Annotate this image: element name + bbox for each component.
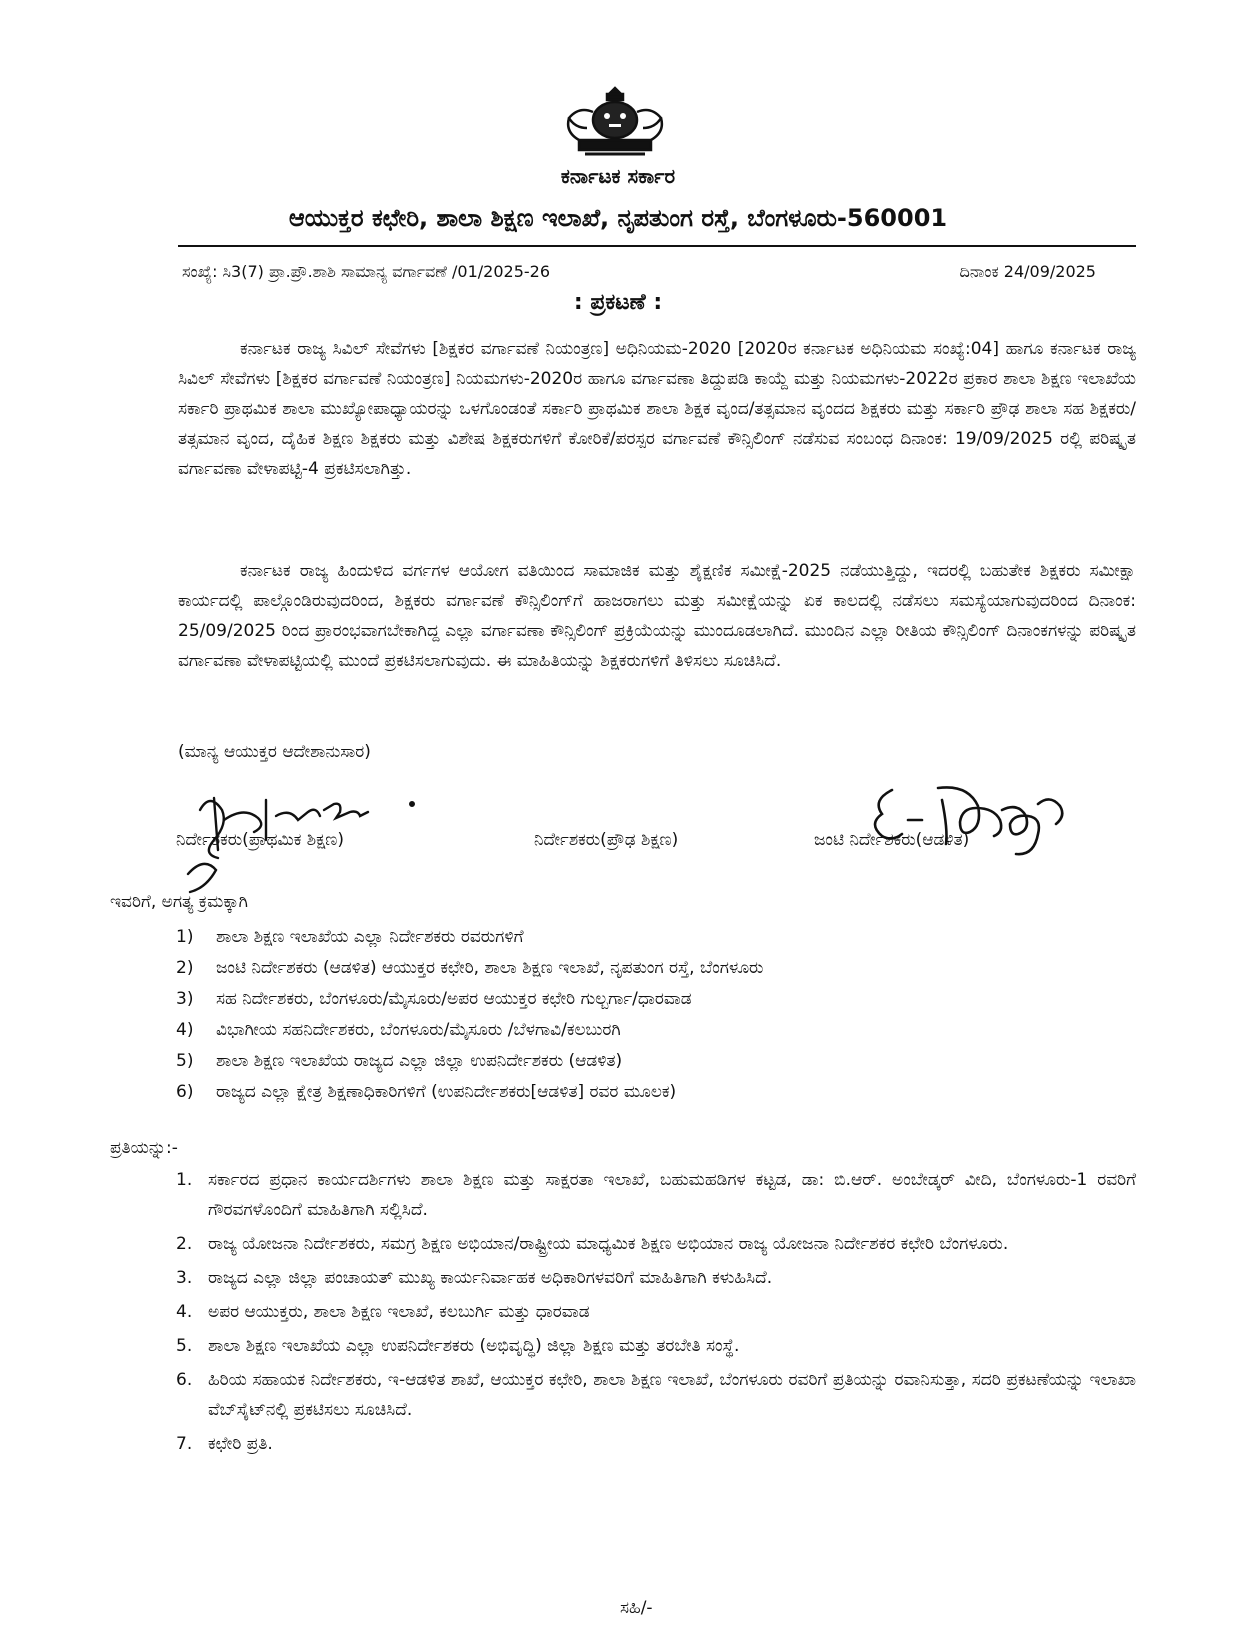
list-item: 6. ಹಿರಿಯ ಸಹಾಯಕ ನಿರ್ದೇಶಕರು, ಇ-ಆಡಳಿತ ಶಾಖೆ, ಆಯುಕ್ತರ ಕಛೇರಿ, ಶಾಲಾ ಶಿಕ್ಷಣ ಇಲಾಖೆ, ಬೆಂಗಳೂರು ರವರಿಗೆ ಪ್ರತಿಯನ್ನು ರವಾನಿಸುತ್ತಾ, ಸದರಿ ಪ್ರಕಟಣೆಯನ್ನು ಇಲಾಖಾ ವೆಬ್‌ಸೈಟ್‌ನಲ್ಲಿ ಪ್ರಕಟಿಸಲು ಸೂಚಿಸಿದೆ.	[176, 1370, 1136, 1420]
list-item: 3. ರಾಜ್ಯದ ಎಲ್ಲಾ ಜಿಲ್ಲಾ ಪಂಚಾಯತ್ ಮುಖ್ಯ ಕಾರ್ಯನಿರ್ವಾಹಕ ಅಧಿಕಾರಿಗಳವರಿಗೆ ಮಾಹಿತಿಗಾಗಿ ಕಳುಹಿಸಿದೆ.	[176, 1268, 773, 1288]
list-item: 1) ಶಾಲಾ ಶಿಕ್ಷಣ ಇಲಾಖೆಯ ಎಲ್ಲಾ ನಿರ್ದೇಶಕರು ರವರುಗಳಿಗೆ	[176, 927, 524, 947]
joint-director-label: ಜಂಟಿ ನಿರ್ದೇಶಕರು(ಆಡಳಿತ)	[814, 830, 970, 850]
body-paragraph-2: ಕರ್ನಾಟಕ ರಾಜ್ಯ ಹಿಂದುಳಿದ ವರ್ಗಗಳ ಆಯೋಗ ವತಿಯಿಂದ ಸಾಮಾಜಿಕ ಮತ್ತು ಶೈಕ್ಷಣಿಕ ಸಮೀಕ್ಷೆ-2025 ನಡೆಯುತ್ತಿದ್ದು, ಇದರಲ್ಲಿ ಬಹುತೇಕ ಶಿಕ್ಷಕರು ಸಮೀಕ್ಷಾ ಕಾರ್ಯದಲ್ಲಿ ಪಾಲ್ಗೊಂಡಿರುವುದರಿಂದ, ಶಿಕ್ಷಕರು ವರ್ಗಾವಣೆ ಕೌನ್ಸಿಲಿಂಗ್‌ಗೆ ಹಾಜರಾಗಲು ಮತ್ತು ಸಮೀಕ್ಷೆಯನ್ನು ಏಕ ಕಾಲದಲ್ಲಿ ನಡೆಸಲು ಸಮಸ್ಯೆಯಾಗುವುದರಿಂದ ದಿನಾಂಕ: 25/09/2025 ರಿಂದ ಪ್ರಾರಂಭವಾಗಬೇಕಾಗಿದ್ದ ಎಲ್ಲಾ ವರ್ಗಾವಣಾ ಕೌನ್ಸಿಲಿಂಗ್ ಪ್ರಕ್ರಿಯೆಯನ್ನು ಮುಂದೂಡಲಾಗಿದೆ. ಮುಂದಿನ ಎಲ್ಲಾ ರೀತಿಯ ಕೌನ್ಸಿಲಿಂಗ್ ದಿನಾಂಕಗಳನ್ನು ಪರಿಷ್ಕೃತ ವರ್ಗಾವಣಾ ವೇಳಾಪಟ್ಟಿಯಲ್ಲಿ ಮುಂದೆ ಪ್ರಕಟಿಸಲಾಗುವುದು. ಈ ಮಾಹಿತಿಯನ್ನು ಶಿಕ್ಷಕರುಗಳಿಗೆ ತಿಳಿಸಲು ಸೂಚಿಸಿದೆ.	[178, 561, 1136, 671]
header-divider	[178, 245, 1136, 247]
recipients-list	[176, 922, 1136, 1108]
recipients-title: ಇವರಿಗೆ, ಅಗತ್ಯ ಕ್ರಮಕ್ಕಾಗಿ	[110, 892, 248, 912]
list-item: 2) ಜಂಟಿ ನಿರ್ದೇಶಕರು (ಆಡಳಿತ) ಆಯುಕ್ತರ ಕಛೇರಿ, ಶಾಲಾ ಶಿಕ್ಷಣ ಇಲಾಖೆ, ನೃಪತುಂಗ ರಸ್ತೆ, ಬೆಂಗಳೂರು	[176, 958, 764, 978]
list-item: 6) ರಾಜ್ಯದ ಎಲ್ಲಾ ಕ್ಷೇತ್ರ ಶಿಕ್ಷಣಾಧಿಕಾರಿಗಳಿಗೆ (ಉಪನಿರ್ದೇಶಕರು[ಆಡಳಿತ] ರವರ ಮೂಲಕ)	[176, 1082, 677, 1102]
list-item: 7. ಕಛೇರಿ ಪ್ರತಿ.	[176, 1434, 273, 1454]
list-item: 4. ಅಪರ ಆಯುಕ್ತರು, ಶಾಲಾ ಶಿಕ್ಷಣ ಇಲಾಖೆ, ಕಲಬುರ್ಗಿ ಮತ್ತು ಧಾರವಾಡ	[176, 1302, 590, 1322]
copies-list	[176, 1165, 1136, 1463]
list-item: 5) ಶಾಲಾ ಶಿಕ್ಷಣ ಇಲಾಖೆಯ ರಾಜ್ಯದ ಎಲ್ಲಾ ಜಿಲ್ಲಾ ಉಪನಿರ್ದೇಶಕರು (ಆಡಳಿತ)	[176, 1051, 623, 1071]
office-address: ಆಯುಕ್ತರ ಕಛೇರಿ, ಶಾಲಾ ಶಿಕ್ಷಣ ಇಲಾಖೆ, ನೃಪತುಂಗ ರಸ್ತೆ, ಬೆಂಗಳೂರು-560001	[288, 204, 948, 232]
list-item: 4) ವಿಭಾಗೀಯ ಸಹನಿರ್ದೇಶಕರು, ಬೆಂಗಳೂರು/ಮೈಸೂರು /ಬೆಳಗಾವಿ/ಕಲಬುರಗಿ	[176, 1020, 621, 1040]
list-item: 5. ಶಾಲಾ ಶಿಕ್ಷಣ ಇಲಾಖೆಯ ಎಲ್ಲಾ ಉಪನಿರ್ದೇಶಕರು (ಅಭಿವೃದ್ಧಿ) ಜಿಲ್ಲಾ ಶಿಕ್ಷಣ ಮತ್ತು ತರಬೇತಿ ಸಂಸ್ಥೆ.	[176, 1336, 740, 1356]
list-item: 2. ರಾಜ್ಯ ಯೋಜನಾ ನಿರ್ದೇಶಕರು, ಸಮಗ್ರ ಶಿಕ್ಷಣ ಅಭಿಯಾನ/ರಾಷ್ಟ್ರೀಯ ಮಾಧ್ಯಮಿಕ ಶಿಕ್ಷಣ ಅಭಿಯಾನ ರಾಜ್ಯ ಯೋಜನಾ ನಿರ್ದೇಶಕರ ಕಛೇರಿ ಬೆಂಗಳೂರು.	[176, 1234, 1009, 1254]
list-item: 3) ಸಹ ನಿರ್ದೇಶಕರು, ಬೆಂಗಳೂರು/ಮೈಸೂರು/ಅಪರ ಆಯುಕ್ತರ ಕಛೇರಿ ಗುಲ್ಬರ್ಗಾ/ಧಾರವಾಡ	[176, 989, 692, 1009]
list-item: 1. ಸರ್ಕಾರದ ಪ್ರಧಾನ ಕಾರ್ಯದರ್ಶಿಗಳು ಶಾಲಾ ಶಿಕ್ಷಣ ಮತ್ತು ಸಾಕ್ಷರತಾ ಇಲಾಖೆ, ಬಹುಮಹಡಿಗಳ ಕಟ್ಟಡ, ಡಾ: ಬಿ.ಆರ್. ಅಂಬೇಡ್ಕರ್ ವೀದಿ, ಬೆಂಗಳೂರು-1 ರವರಿಗೆ ಗೌರವಗಳೊಂದಿಗೆ ಮಾಹಿತಿಗಾಗಿ ಸಲ್ಲಿಸಿದೆ.	[176, 1170, 1136, 1220]
director-secondary-label: ನಿರ್ದೇಶಕರು(ಪ್ರೌಢ ಶಿಕ್ಷಣ)	[534, 830, 679, 850]
director-primary-label: ನಿರ್ದೇಶಕರು(ಪ್ರಾಥಮಿಕ ಶಿಕ್ಷಣ)	[176, 830, 344, 850]
reference-number: ಸಂಖ್ಯೆ: ಸಿ3(7) ಪ್ರಾ.ಪ್ರೌ.ಶಾಶಿ ಸಾಮಾನ್ಯ ವರ್ಗಾವಣೆ /01/2025-26	[182, 262, 551, 281]
body-paragraph-1: ಕರ್ನಾಟಕ ರಾಜ್ಯ ಸಿವಿಲ್ ಸೇವೆಗಳು [ಶಿಕ್ಷಕರ ವರ್ಗಾವಣೆ ನಿಯಂತ್ರಣ] ಅಧಿನಿಯಮ-2020 [2020ರ ಕರ್ನಾಟಕ ಅಧಿನಿಯಮ ಸಂಖ್ಯೆ:04] ಹಾಗೂ ಕರ್ನಾಟಕ ರಾಜ್ಯ ಸಿವಿಲ್ ಸೇವೆಗಳು [ಶಿಕ್ಷಕರ ವರ್ಗಾವಣೆ ನಿಯಂತ್ರಣ] ನಿಯಮಗಳು-2020ರ ಹಾಗೂ ವರ್ಗಾವಣಾ ತಿದ್ದುಪಡಿ ಕಾಯ್ದೆ ಮತ್ತು ನಿಯಮಗಳು-2022ರ ಪ್ರಕಾರ ಶಾಲಾ ಶಿಕ್ಷಣ ಇಲಾಖೆಯ ಸರ್ಕಾರಿ ಪ್ರಾಥಮಿಕ ಶಾಲಾ ಮುಖ್ಯೋಪಾಧ್ಯಾಯರನ್ನು ಒಳಗೊಂಡಂತೆ ಸರ್ಕಾರಿ ಪ್ರಾಥಮಿಕ ಶಾಲಾ ಶಿಕ್ಷಕ ವೃಂದ/ತತ್ಸಮಾನ ವೃಂದದ ಶಿಕ್ಷಕರು ಮತ್ತು ಸರ್ಕಾರಿ ಪ್ರೌಢ ಶಾಲಾ ಸಹ ಶಿಕ್ಷಕರು/ತತ್ಸಮಾನ ವೃಂದ, ದೈಹಿಕ ಶಿಕ್ಷಣ ಶಿಕ್ಷಕರು ಮತ್ತು ವಿಶೇಷ ಶಿಕ್ಷಕರುಗಳಿಗೆ ಕೋರಿಕೆ/ಪರಸ್ಪರ ವರ್ಗಾವಣೆ ಕೌನ್ಸಿಲಿಂಗ್ ನಡೆಸುವ ಸಂಬಂಧ ದಿನಾಂಕ: 19/09/2025 ರಲ್ಲಿ ಪರಿಷ್ಕೃತ ವರ್ಗಾವಣಾ ವೇಳಾಪಟ್ಟಿ-4 ಪ್ರಕಟಿಸಲಾಗಿತ್ತು.	[178, 339, 1137, 479]
state-emblem-icon	[555, 82, 675, 162]
government-name: ಕರ್ನಾಟಕ ಸರ್ಕಾರ	[560, 164, 676, 188]
notice-date: ದಿನಾಂಕ 24/09/2025	[959, 262, 1096, 281]
notice-heading: : ಪ್ರಕಟಣೆ :	[573, 290, 663, 315]
copies-title: ಪ್ರತಿಯನ್ನು:-	[110, 1138, 178, 1158]
signed-mark: ಸಹಿ/-	[620, 1598, 653, 1618]
order-line: (ಮಾನ್ಯ ಆಯುಕ್ತರ ಆದೇಶಾನುಸಾರ)	[178, 742, 371, 762]
